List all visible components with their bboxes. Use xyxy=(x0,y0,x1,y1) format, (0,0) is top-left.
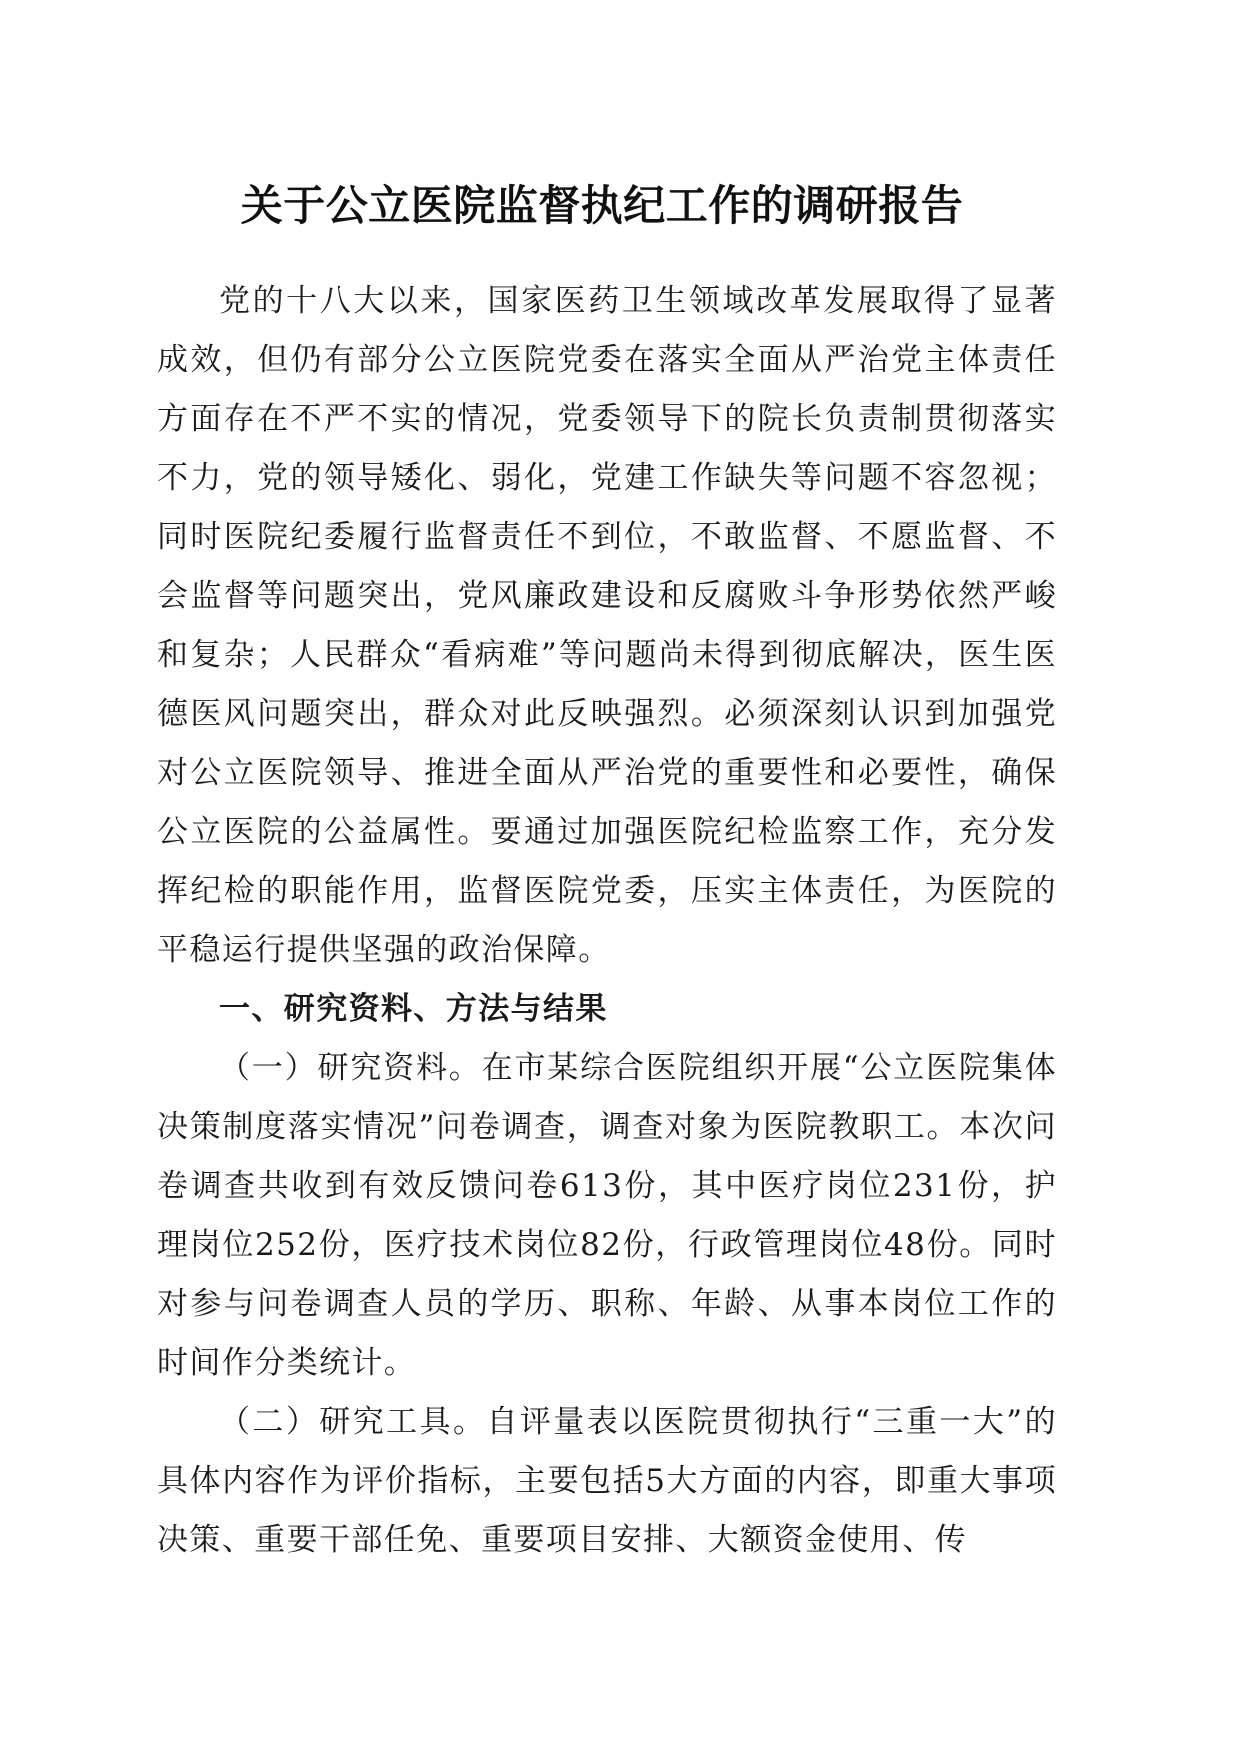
subsection-lead-tools: （二）研究工具。 xyxy=(219,1404,487,1440)
subsection-research-materials xyxy=(157,1039,1057,1393)
document-title: 关于公立医院监督执纪工作的调研报告 xyxy=(240,181,964,230)
subsection-text-tools: 自评量表以医院贯彻执行“三重一大”的具体内容作为评价指标，主要包括5大方面的内容，即重大事项决策、重要干部任免、重要项目安排、大额资金使用、传 xyxy=(157,1404,1057,1558)
document-body xyxy=(157,272,1057,1570)
subsection-text-materials: 在市某综合医院组织开展“公立医院集体决策制度落实情况”问卷调查，调查对象为医院教职工。本次问卷调查共收到有效反馈问卷613份，其中医疗岗位231份，护理岗位252份，医疗技术岗位82份，行政管理岗位48份。同时对参与问卷调查人员的学历、职称、年龄、从事本岗位工作的时间作分类统计。 xyxy=(157,1050,1057,1381)
intro-paragraph: 党的十八大以来，国家医药卫生领域改革发展取得了显著成效，但仍有部分公立医院党委在落实全面从严治党主体责任方面存在不严不实的情况，党委领导下的院长负责制贯彻落实不力，党的领导矮化、弱化，党建工作缺失等问题不容忽视；同时医院纪委履行监督责任不到位，不敢监督、不愿监督、不会监督等问题突出，党风廉政建设和反腐败斗争形势依然严峻和复杂；人民群众“看病难”等问题尚未得到彻底解决，医生医德医风问题突出，群众对此反映强烈。必须深刻认识到加强党对公立医院领导、推进全面从严治党的重要性和必要性，确保公立医院的公益属性。要通过加强医院纪检监察工作，充分发挥纪检的职能作用，监督医院党委，压实主体责任，为医院的平稳运行提供坚强的政治保障。 xyxy=(157,283,1057,968)
subsection-lead-materials: （一）研究资料。 xyxy=(219,1050,482,1086)
subsection-research-tools xyxy=(157,1393,1057,1570)
section-heading-1: 一、研究资料、方法与结果 xyxy=(219,991,608,1027)
